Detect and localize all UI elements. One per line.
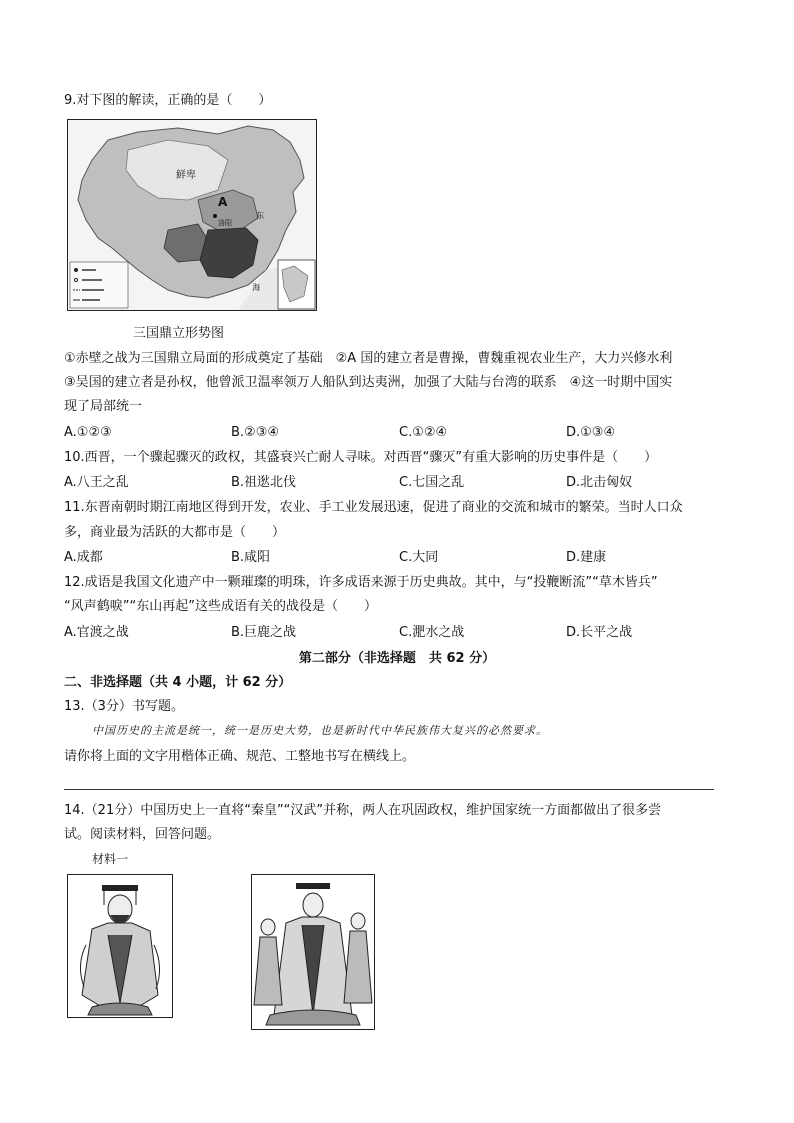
portrait-han-illustration bbox=[252, 875, 374, 1029]
q12-options bbox=[64, 624, 724, 642]
q10-option-d[interactable]: D.北击匈奴 bbox=[566, 475, 633, 490]
q12-option-b[interactable]: B.巨鹿之战 bbox=[231, 625, 297, 640]
q11-option-c[interactable]: C.大同 bbox=[399, 550, 439, 565]
q9-option-c[interactable]: C.①②④ bbox=[399, 425, 448, 440]
q14-stem-line-1: 14.（21分）中国历史上一直将“秦皇”“汉武”并称，两人在巩固政权，维护国家统一方面都做出了很多尝 bbox=[64, 803, 662, 818]
map-caption: 三国鼎立形势图 bbox=[133, 326, 225, 341]
q12-option-c[interactable]: C.淝水之战 bbox=[399, 625, 465, 640]
q10-option-a[interactable]: A.八王之乱 bbox=[64, 475, 129, 490]
q10-options bbox=[64, 474, 724, 492]
portrait-qin-illustration bbox=[68, 875, 172, 1017]
map-label-dong: 东 bbox=[256, 211, 264, 220]
q10-stem: 10.西晋，一个骤起骤灭的政权，其盛衰兴亡耐人寻味。对西晋“骤灭”有重大影响的历史事件是（ ） bbox=[64, 450, 658, 465]
map-label-xianbei: 鲜卑 bbox=[176, 170, 196, 181]
q9-stem: 9.对下图的解读，正确的是（ ） bbox=[64, 93, 272, 108]
q12-stem-line-2: “风声鹤唳”“东山再起”这些成语有关的战役是（ ） bbox=[64, 599, 377, 614]
q11-option-b[interactable]: B.咸阳 bbox=[231, 550, 271, 565]
portrait-han-emperor bbox=[251, 874, 375, 1030]
q11-options bbox=[64, 549, 724, 567]
map-label-luoyang: 洛阳 bbox=[218, 219, 232, 227]
q9-options bbox=[64, 424, 724, 442]
q13-instruction: 请你将上面的文字用楷体正确、规范、工整地书写在横线上。 bbox=[64, 749, 416, 764]
q13-sample-text: 中国历史的主流是统一，统一是历史大势，也是新时代中华民族伟大复兴的必然要求。 bbox=[92, 724, 548, 737]
q13-stem: 13.（3分）书写题。 bbox=[64, 699, 184, 714]
q10-option-b[interactable]: B.祖逖北伐 bbox=[231, 475, 297, 490]
map-label-hai: 海 bbox=[252, 283, 260, 292]
q9-option-b[interactable]: B.②③④ bbox=[231, 425, 280, 440]
portrait-qin-emperor bbox=[67, 874, 173, 1018]
q11-stem-line-1: 11.东晋南朝时期江南地区得到开发，农业、手工业发展迅速，促进了商业的交流和城市的繁荣。当时人口众 bbox=[64, 500, 683, 515]
q9-statement-3: 现了局部统一 bbox=[64, 399, 143, 414]
q10-option-c[interactable]: C.七国之乱 bbox=[399, 475, 465, 490]
q12-option-d[interactable]: D.长平之战 bbox=[566, 625, 633, 640]
q12-stem-line-1: 12.成语是我国文化遗产中一颗璀璨的明珠，许多成语来源于历史典故。其中，与“投鞭断流”“草木皆兵” bbox=[64, 575, 658, 590]
three-kingdoms-map bbox=[67, 119, 317, 311]
map-label-a: A bbox=[218, 195, 228, 209]
q13-writing-line[interactable] bbox=[64, 789, 714, 790]
q11-option-d[interactable]: D.建康 bbox=[566, 550, 607, 565]
map-illustration bbox=[68, 120, 316, 310]
q12-option-a[interactable]: A.官渡之战 bbox=[64, 625, 129, 640]
q11-option-a[interactable]: A.成都 bbox=[64, 550, 103, 565]
q11-stem-line-2: 多，商业最为活跃的大都市是（ ） bbox=[64, 525, 286, 540]
material-1-label: 材料一 bbox=[92, 852, 129, 866]
q9-option-d[interactable]: D.①③④ bbox=[566, 425, 616, 440]
part2-title: 第二部分（非选择题 共 62 分） bbox=[298, 651, 496, 666]
q9-statement-1: ①赤壁之战为三国鼎立局面的形成奠定了基础 ②A 国的建立者是曹操，曹魏重视农业生产，大力兴修水利 bbox=[64, 351, 673, 366]
q14-stem-line-2: 试。阅读材料，回答问题。 bbox=[64, 827, 221, 842]
section2-heading: 二、非选择题（共 4 小题，计 62 分） bbox=[64, 675, 292, 690]
q9-option-a[interactable]: A.①②③ bbox=[64, 425, 112, 440]
q9-statement-2: ③吴国的建立者是孙权，他曾派卫温率领万人船队到达夷洲，加强了大陆与台湾的联系 ④这一时期中国实 bbox=[64, 375, 673, 390]
